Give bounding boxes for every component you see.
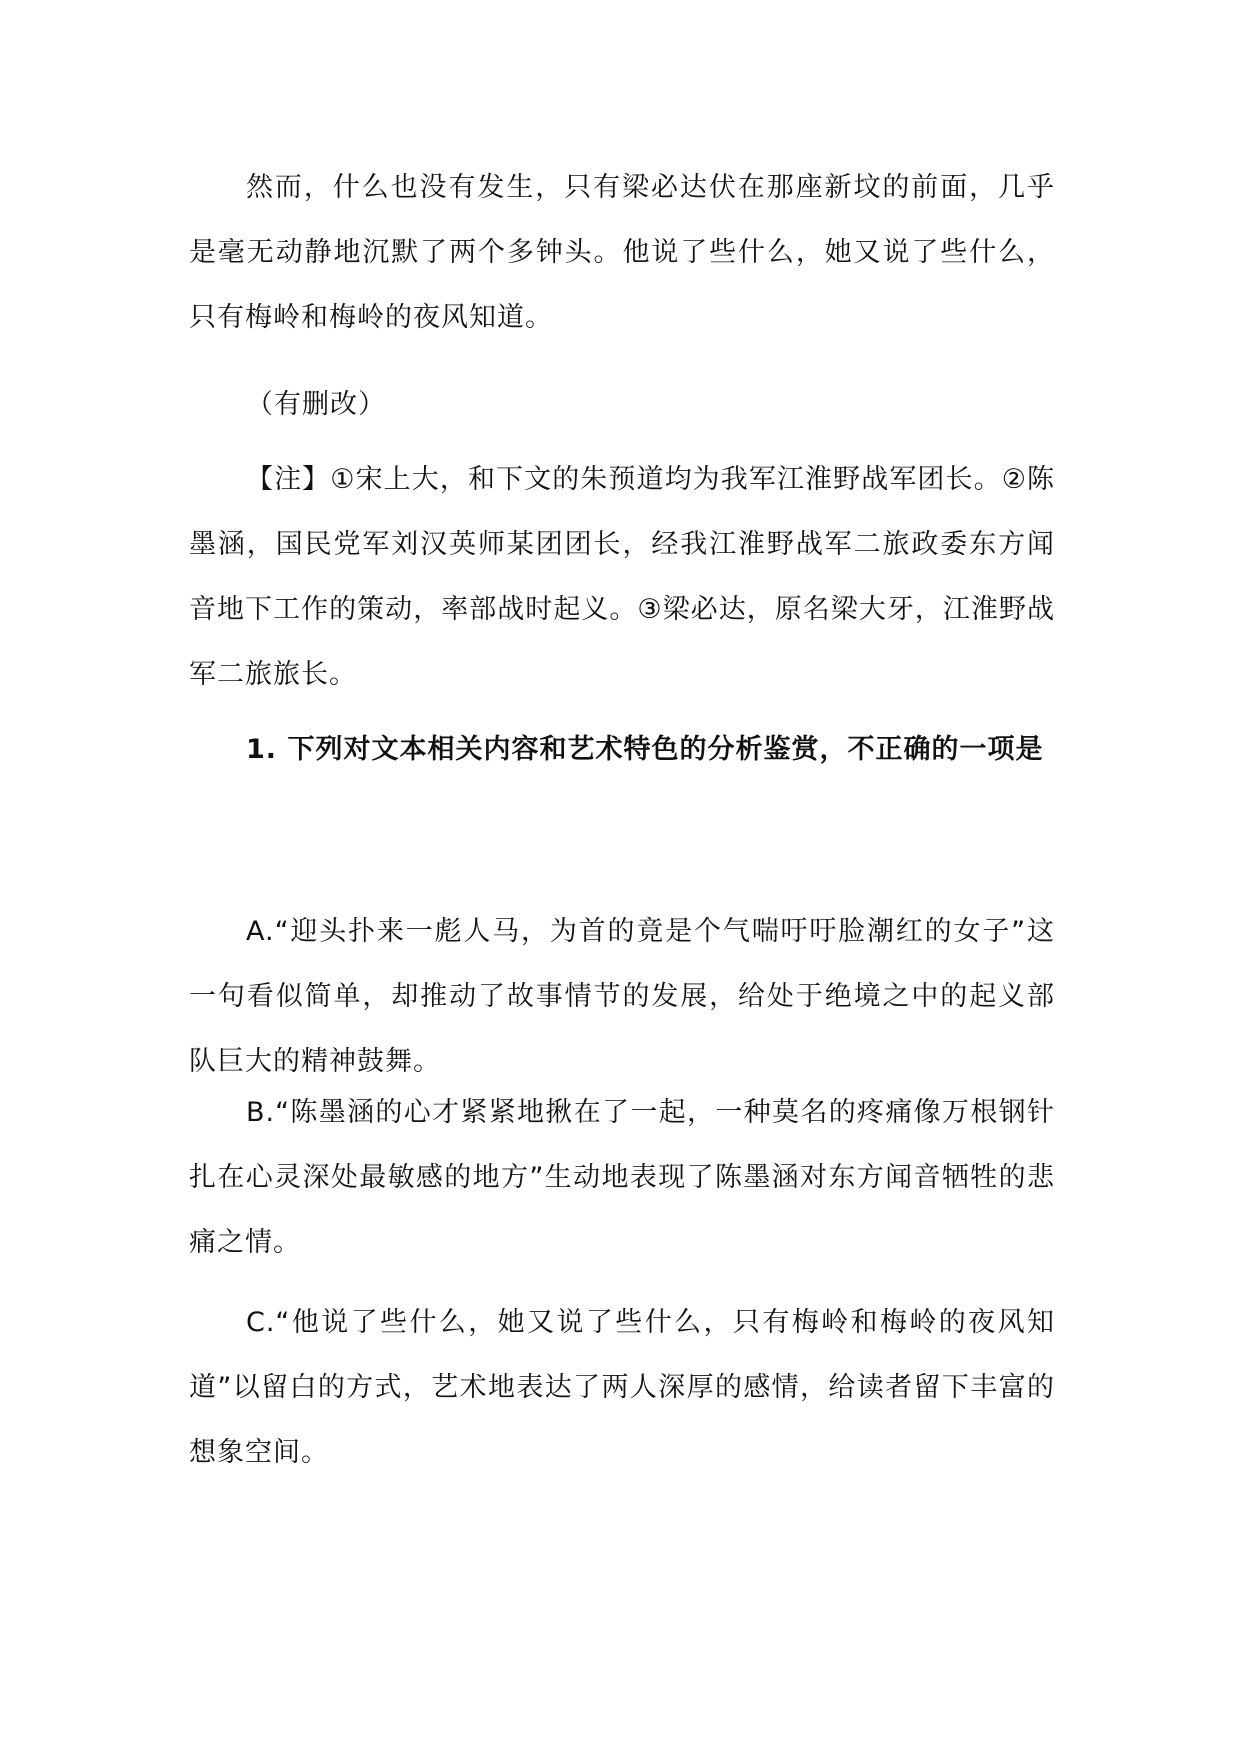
option-c: C.“他说了些什么，她又说了些什么，只有梅岭和梅岭的夜风知道”以留白的方式，艺术地表达了两人深厚的感情，给读者留下丰富的想象空间。 [189, 1307, 1055, 1468]
option-b: B.“陈墨涵的心才紧紧地揪在了一起，一种莫名的疼痛像万根钢针扎在心灵深处最敏感的地方”生动地表现了陈墨涵对东方闻音牺牲的悲痛之情。 [189, 1097, 1055, 1258]
question-title: 1. 下列对文本相关内容和艺术特色的分析鉴赏，不正确的一项是 [246, 734, 1044, 765]
option-a: A.“迎头扑来一彪人马，为首的竟是个气喘吁吁脸潮红的女子”这一句看似简单，却推动了故事情节的发展，给处于绝境之中的起义部队巨大的精神鼓舞。 [189, 916, 1055, 1077]
story-paragraph: 然而，什么也没有发生，只有梁必达伏在那座新坟的前面，几乎是毫无动静地沉默了两个多钟头。他说了些什么，她又说了些什么，只有梅岭和梅岭的夜风知道。 [189, 172, 1055, 333]
annotation-paragraph: 【注】①宋上大，和下文的朱预道均为我军江淮野战军团长。②陈墨涵，国民党军刘汉英师某团团长，经我江淮野战军二旅政委东方闻音地下工作的策动，率部战时起义。③梁必达，原名梁大牙，江淮野战军二旅旅长。 [189, 464, 1055, 690]
edit-note: （有删改） [246, 389, 386, 420]
